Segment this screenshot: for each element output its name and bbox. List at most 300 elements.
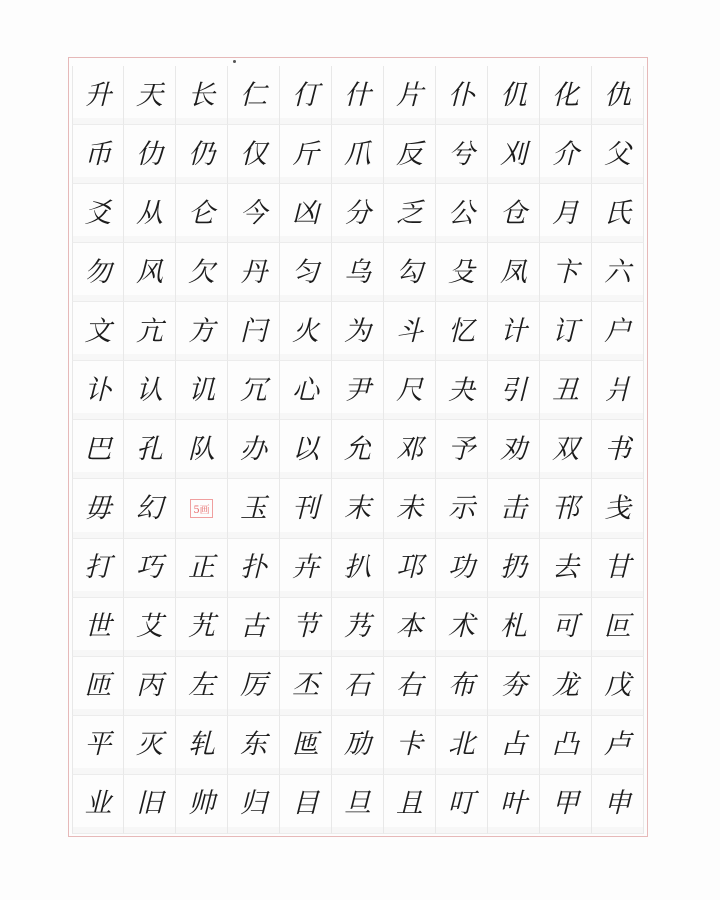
cell-spacer xyxy=(592,118,643,124)
grid-cell xyxy=(332,66,384,125)
grid-cell xyxy=(280,716,332,775)
grid-cell xyxy=(228,243,280,302)
handwritten-character: 玉 xyxy=(240,492,267,524)
cell-spacer xyxy=(540,650,591,656)
handwritten-character: 冗 xyxy=(240,374,267,406)
handwritten-character: 仓 xyxy=(500,197,527,229)
cell-spacer xyxy=(384,768,435,774)
handwritten-character: 击 xyxy=(500,492,527,524)
grid-cell xyxy=(280,420,332,479)
handwritten-character: 户 xyxy=(604,315,631,347)
grid-cell xyxy=(488,66,540,125)
handwritten-character: 凸 xyxy=(552,729,579,761)
cell-spacer xyxy=(228,295,279,301)
grid-cell xyxy=(592,775,644,834)
handwritten-character: 甲 xyxy=(552,788,579,820)
handwritten-character: 片 xyxy=(396,79,423,111)
grid-cell xyxy=(540,598,592,657)
cell-spacer xyxy=(488,413,539,419)
handwritten-character: 申 xyxy=(604,788,631,820)
handwritten-character: 介 xyxy=(552,138,579,170)
grid-cell xyxy=(436,657,488,716)
cell-spacer xyxy=(176,295,227,301)
grid-cell xyxy=(592,125,644,184)
cell-spacer xyxy=(176,827,227,833)
handwritten-character: 火 xyxy=(292,315,319,347)
grid-cell xyxy=(72,243,124,302)
cell-spacer xyxy=(280,532,331,538)
grid-cell xyxy=(176,657,228,716)
handwritten-character: 父 xyxy=(604,138,631,170)
cell-spacer xyxy=(436,413,487,419)
cell-spacer xyxy=(124,768,175,774)
handwritten-character: 戋 xyxy=(604,492,631,524)
grid-cell xyxy=(280,184,332,243)
cell-spacer xyxy=(332,354,383,360)
cell-spacer xyxy=(332,413,383,419)
handwritten-character: 末 xyxy=(344,492,371,524)
cell-spacer xyxy=(332,118,383,124)
cell-spacer xyxy=(540,413,591,419)
grid-cell xyxy=(176,420,228,479)
handwritten-character: 尺 xyxy=(396,374,423,406)
handwritten-character: 认 xyxy=(136,374,163,406)
handwritten-character: 可 xyxy=(552,611,579,643)
grid-cell xyxy=(436,184,488,243)
cell-spacer xyxy=(280,118,331,124)
handwritten-character: 讥 xyxy=(188,374,215,406)
cell-spacer xyxy=(73,295,123,301)
cell-spacer xyxy=(540,827,591,833)
grid-cell xyxy=(332,302,384,361)
cell-spacer xyxy=(73,354,123,360)
handwritten-character: 轧 xyxy=(188,729,215,761)
cell-spacer xyxy=(592,532,643,538)
grid-cell xyxy=(124,361,176,420)
handwritten-character: 币 xyxy=(84,138,112,170)
cell-spacer xyxy=(280,472,331,478)
cell-spacer xyxy=(73,472,123,478)
handwritten-character: 艽 xyxy=(188,611,215,643)
cell-spacer xyxy=(73,236,123,242)
handwritten-character: 夬 xyxy=(448,374,475,406)
cell-spacer xyxy=(488,118,539,124)
cell-spacer xyxy=(384,591,435,597)
handwritten-character: 今 xyxy=(240,197,267,229)
handwritten-character: 从 xyxy=(136,197,163,229)
handwritten-character: 爿 xyxy=(604,374,631,406)
grid-cell xyxy=(384,716,436,775)
handwritten-character: 卞 xyxy=(552,256,579,288)
handwritten-character: 艿 xyxy=(344,611,371,643)
grid-cell xyxy=(332,539,384,598)
handwritten-character: 石 xyxy=(344,670,371,702)
grid-cell xyxy=(540,125,592,184)
cell-spacer xyxy=(540,532,591,538)
cell-spacer xyxy=(592,295,643,301)
cell-spacer xyxy=(592,591,643,597)
grid-cell xyxy=(488,479,540,538)
cell-spacer xyxy=(436,650,487,656)
grid-cell xyxy=(436,539,488,598)
handwritten-character: 业 xyxy=(84,788,112,820)
cell-spacer xyxy=(332,532,383,538)
handwritten-character: 北 xyxy=(448,729,475,761)
grid-cell xyxy=(436,598,488,657)
grid-cell xyxy=(488,184,540,243)
grid-cell xyxy=(592,66,644,125)
grid-cell xyxy=(72,361,124,420)
grid-cell xyxy=(384,243,436,302)
cell-spacer xyxy=(332,709,383,715)
grid-cell xyxy=(488,361,540,420)
handwritten-character: 扒 xyxy=(344,552,371,584)
cell-spacer xyxy=(124,177,175,183)
grid-cell xyxy=(72,66,124,125)
grid-cell xyxy=(436,302,488,361)
grid-cell xyxy=(332,125,384,184)
grid-cell xyxy=(228,657,280,716)
cell-spacer xyxy=(488,768,539,774)
cell-spacer xyxy=(228,650,279,656)
handwritten-character: 匜 xyxy=(292,729,319,761)
handwritten-character: 计 xyxy=(500,315,527,347)
handwritten-character: 节 xyxy=(292,611,319,643)
handwritten-character: 文 xyxy=(84,315,112,347)
handwritten-character: 毋 xyxy=(84,492,112,524)
handwritten-character: 凤 xyxy=(500,256,527,288)
grid-cell xyxy=(72,125,124,184)
handwritten-character: 本 xyxy=(396,611,423,643)
grid-cell xyxy=(228,420,280,479)
handwritten-character: 龙 xyxy=(552,670,579,702)
cell-spacer xyxy=(540,768,591,774)
handwritten-character: 扔 xyxy=(500,552,527,584)
cell-spacer xyxy=(436,768,487,774)
handwritten-character: 双 xyxy=(552,433,579,465)
cell-spacer xyxy=(332,827,383,833)
handwritten-character: 丕 xyxy=(292,670,319,702)
handwritten-character: 示 xyxy=(448,492,475,524)
cell-spacer xyxy=(228,236,279,242)
cell-spacer xyxy=(384,177,435,183)
handwritten-character: 劝 xyxy=(500,433,527,465)
grid-cell xyxy=(436,361,488,420)
cell-spacer xyxy=(436,709,487,715)
handwritten-character: 仉 xyxy=(500,79,527,111)
handwritten-character: 爪 xyxy=(344,138,371,170)
handwritten-character: 厉 xyxy=(240,670,267,702)
handwritten-character: 去 xyxy=(552,552,579,584)
cell-spacer xyxy=(488,650,539,656)
cell-spacer xyxy=(384,354,435,360)
grid-cell xyxy=(332,420,384,479)
handwritten-character: 占 xyxy=(500,729,527,761)
cell-spacer xyxy=(228,768,279,774)
grid-cell xyxy=(332,243,384,302)
cell-spacer xyxy=(280,295,331,301)
handwritten-character: 未 xyxy=(396,492,423,524)
cell-spacer xyxy=(176,650,227,656)
grid-cell xyxy=(592,184,644,243)
grid-cell xyxy=(228,302,280,361)
cell-spacer xyxy=(332,591,383,597)
handwritten-character: 仑 xyxy=(188,197,215,229)
handwritten-character: 凶 xyxy=(292,197,319,229)
cell-spacer xyxy=(436,591,487,597)
grid-cell xyxy=(280,361,332,420)
handwritten-character: 右 xyxy=(396,670,423,702)
handwritten-character: 巴 xyxy=(84,433,112,465)
grid-cell xyxy=(176,479,228,538)
grid-cell xyxy=(540,184,592,243)
handwritten-character: 术 xyxy=(448,611,475,643)
handwritten-character: 夯 xyxy=(500,670,527,702)
cell-spacer xyxy=(540,177,591,183)
handwritten-character: 刊 xyxy=(292,492,319,524)
cell-spacer xyxy=(280,650,331,656)
handwritten-character: 月 xyxy=(552,197,579,229)
cell-spacer xyxy=(176,413,227,419)
grid-cell xyxy=(436,243,488,302)
handwritten-character: 乌 xyxy=(344,256,371,288)
cell-spacer xyxy=(280,827,331,833)
handwritten-character: 且 xyxy=(396,788,423,820)
cell-spacer xyxy=(592,177,643,183)
handwritten-character: 仂 xyxy=(136,138,163,170)
grid-cell xyxy=(592,479,644,538)
cell-spacer xyxy=(384,295,435,301)
handwritten-character: 艾 xyxy=(136,611,163,643)
handwritten-character: 旦 xyxy=(344,788,371,820)
grid-cell xyxy=(384,125,436,184)
grid-cell xyxy=(384,302,436,361)
grid-cell xyxy=(592,657,644,716)
grid-cell xyxy=(540,716,592,775)
grid-cell xyxy=(280,125,332,184)
handwritten-character: 灭 xyxy=(136,729,163,761)
grid-cell xyxy=(540,302,592,361)
handwritten-character: 予 xyxy=(448,433,475,465)
cell-spacer xyxy=(540,295,591,301)
grid-cell xyxy=(332,716,384,775)
cell-spacer xyxy=(436,827,487,833)
cell-spacer xyxy=(228,827,279,833)
cell-spacer xyxy=(228,709,279,715)
grid-cell xyxy=(72,775,124,834)
cell-spacer xyxy=(176,354,227,360)
cell-spacer xyxy=(488,295,539,301)
handwritten-character: 东 xyxy=(240,729,267,761)
handwritten-character: 打 xyxy=(84,552,112,584)
grid-cell xyxy=(280,66,332,125)
handwritten-character: 仆 xyxy=(448,79,475,111)
grid-cell xyxy=(124,420,176,479)
cell-spacer xyxy=(540,472,591,478)
cell-spacer xyxy=(540,236,591,242)
cell-spacer xyxy=(488,236,539,242)
handwritten-character: 书 xyxy=(604,433,631,465)
grid-cell xyxy=(72,716,124,775)
cell-spacer xyxy=(124,295,175,301)
cell-spacer xyxy=(592,709,643,715)
grid-cell xyxy=(228,184,280,243)
grid-cell xyxy=(540,66,592,125)
cell-spacer xyxy=(592,650,643,656)
handwritten-character: 闩 xyxy=(240,315,267,347)
grid-cell xyxy=(540,479,592,538)
handwritten-character: 六 xyxy=(604,256,631,288)
grid-cell xyxy=(384,361,436,420)
handwritten-character: 仇 xyxy=(604,79,631,111)
grid-cell xyxy=(228,775,280,834)
grid-cell xyxy=(280,243,332,302)
grid-cell xyxy=(72,184,124,243)
handwritten-character: 兮 xyxy=(448,138,475,170)
cell-spacer xyxy=(280,236,331,242)
handwritten-character: 讣 xyxy=(84,374,112,406)
cell-spacer xyxy=(176,768,227,774)
cell-spacer xyxy=(228,118,279,124)
handwritten-character: 反 xyxy=(396,138,423,170)
grid-cell xyxy=(384,66,436,125)
handwritten-character: 目 xyxy=(292,788,319,820)
handwritten-character: 升 xyxy=(84,79,112,111)
cell-spacer xyxy=(436,236,487,242)
cell-spacer xyxy=(73,413,123,419)
cell-spacer xyxy=(124,591,175,597)
grid-cell xyxy=(124,66,176,125)
cell-spacer xyxy=(73,591,123,597)
grid-cell xyxy=(72,302,124,361)
handwritten-character: 天 xyxy=(136,79,163,111)
handwritten-character: 丙 xyxy=(136,670,163,702)
grid-cell xyxy=(228,539,280,598)
cell-spacer xyxy=(592,354,643,360)
cell-spacer xyxy=(384,413,435,419)
handwritten-character: 忆 xyxy=(448,315,475,347)
grid-cell xyxy=(124,479,176,538)
grid-cell xyxy=(592,420,644,479)
grid-cell xyxy=(280,657,332,716)
handwritten-character: 队 xyxy=(188,433,215,465)
cell-spacer xyxy=(592,413,643,419)
grid-cell xyxy=(540,420,592,479)
grid-cell xyxy=(540,243,592,302)
cell-spacer xyxy=(124,118,175,124)
grid-cell xyxy=(280,775,332,834)
cell-spacer xyxy=(176,709,227,715)
handwritten-character: 匀 xyxy=(292,256,319,288)
cell-spacer xyxy=(176,472,227,478)
cell-spacer xyxy=(73,118,123,124)
cell-spacer xyxy=(176,118,227,124)
handwritten-character: 功 xyxy=(448,552,475,584)
handwritten-character: 邗 xyxy=(552,492,579,524)
grid-cell xyxy=(488,539,540,598)
handwritten-character: 长 xyxy=(188,79,215,111)
grid-cell xyxy=(592,361,644,420)
grid-cell xyxy=(228,125,280,184)
cell-spacer xyxy=(124,413,175,419)
cell-spacer xyxy=(488,827,539,833)
grid-cell xyxy=(540,361,592,420)
grid-cell xyxy=(488,302,540,361)
cell-spacer xyxy=(73,768,123,774)
handwritten-character: 化 xyxy=(552,79,579,111)
handwritten-character: 尹 xyxy=(344,374,371,406)
grid-cell xyxy=(176,302,228,361)
grid-cell xyxy=(488,775,540,834)
handwritten-character: 爻 xyxy=(84,197,112,229)
handwritten-character: 以 xyxy=(292,433,319,465)
grid-cell xyxy=(592,539,644,598)
handwritten-character: 正 xyxy=(188,552,215,584)
grid-cell xyxy=(488,125,540,184)
grid-cell xyxy=(72,539,124,598)
handwritten-character: 方 xyxy=(188,315,215,347)
cell-spacer xyxy=(73,650,123,656)
handwritten-character: 勾 xyxy=(396,256,423,288)
cell-spacer xyxy=(436,177,487,183)
stroke-count-seal: 5画 xyxy=(190,499,212,518)
cell-spacer xyxy=(228,591,279,597)
handwritten-character: 亢 xyxy=(136,315,163,347)
handwritten-character: 仍 xyxy=(188,138,215,170)
handwritten-character: 氏 xyxy=(604,197,631,229)
handwritten-character: 匝 xyxy=(84,670,112,702)
cell-spacer xyxy=(592,827,643,833)
cell-spacer xyxy=(332,236,383,242)
handwritten-character: 卉 xyxy=(292,552,319,584)
grid-cell xyxy=(592,716,644,775)
grid-cell xyxy=(72,598,124,657)
grid-cell xyxy=(176,125,228,184)
grid-cell xyxy=(488,657,540,716)
cell-spacer xyxy=(384,709,435,715)
cell-spacer xyxy=(228,532,279,538)
grid-cell xyxy=(228,361,280,420)
grid-cell xyxy=(384,775,436,834)
handwritten-character: 巧 xyxy=(136,552,163,584)
handwritten-character: 叶 xyxy=(500,788,527,820)
handwritten-character: 帅 xyxy=(188,788,215,820)
grid-cell xyxy=(228,479,280,538)
grid-cell xyxy=(124,125,176,184)
handwritten-character: 卢 xyxy=(604,729,631,761)
grid-cell xyxy=(384,184,436,243)
grid-cell xyxy=(488,716,540,775)
grid-cell xyxy=(332,184,384,243)
cell-spacer xyxy=(488,709,539,715)
handwritten-character: 订 xyxy=(552,315,579,347)
grid-cell xyxy=(540,657,592,716)
cell-spacer xyxy=(488,532,539,538)
grid-cell xyxy=(176,539,228,598)
handwritten-character: 刈 xyxy=(500,138,527,170)
grid-cell xyxy=(72,657,124,716)
cell-spacer xyxy=(384,532,435,538)
grid-cell xyxy=(332,479,384,538)
grid-cell xyxy=(124,243,176,302)
cell-spacer xyxy=(176,591,227,597)
grid-cell xyxy=(488,598,540,657)
grid-cell xyxy=(124,775,176,834)
cell-spacer xyxy=(73,532,123,538)
handwritten-character: 仁 xyxy=(240,79,267,111)
grid-cell xyxy=(332,361,384,420)
handwritten-character: 殳 xyxy=(448,256,475,288)
